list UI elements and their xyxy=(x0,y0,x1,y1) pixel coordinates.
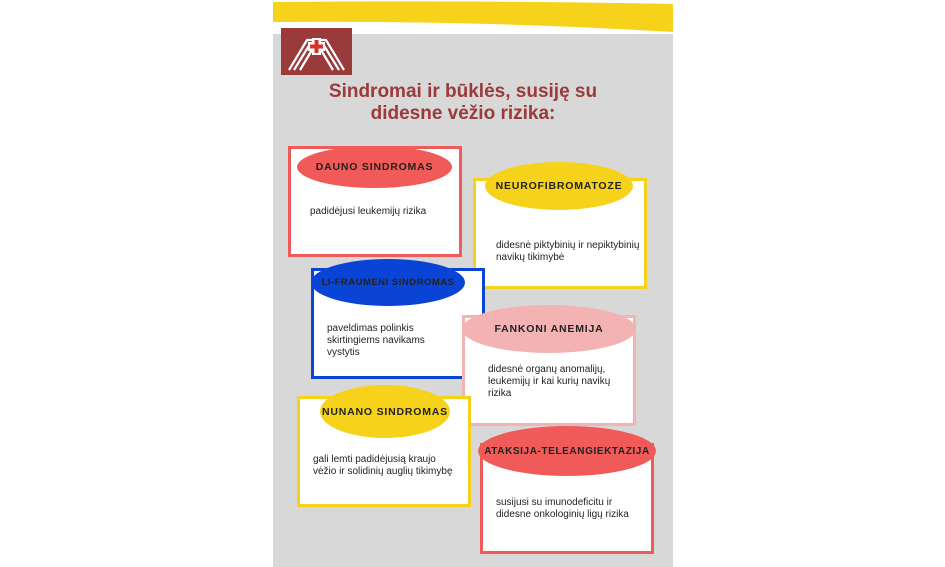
heading-li-fraumeni: LI-FRAUMENI SINDROMAS xyxy=(321,277,455,288)
desc-dauno: padidėjusi leukemijų rizika xyxy=(310,206,427,217)
heading-neurofibromatoze: NEUROFIBROMATOZE xyxy=(495,180,623,192)
desc-nunano: gali lemti padidėjusią kraujo vėžio ir solidinių auglių tikimybę xyxy=(313,454,453,477)
hospital-logo xyxy=(281,28,352,75)
pill-dauno xyxy=(297,146,452,188)
poster xyxy=(273,0,673,567)
pill-fankoni xyxy=(462,305,636,353)
page-title xyxy=(313,81,613,125)
hospital-cross-logo-icon xyxy=(281,28,352,75)
pill-li-fraumeni xyxy=(311,259,465,306)
heading-fankoni: FANKONI ANEMIJA xyxy=(494,323,604,335)
desc-ataksija: susijusi su imunodeficitu ir didesne onkologinių ligų rizika xyxy=(496,497,629,520)
title-line-2: didesne vėžio rizika: xyxy=(370,103,556,124)
heading-nunano: NUNANO SINDROMAS xyxy=(322,405,448,418)
desc-neurofibromatoze: didesnė piktybinių ir nepiktybinių navikų tikimybė xyxy=(496,240,640,263)
pill-ataksija xyxy=(478,426,656,476)
heading-ataksija: ATAKSIJA-TELEANGIEKTAZIJA xyxy=(484,445,650,457)
heading-dauno: DAUNO SINDROMAS xyxy=(315,161,434,173)
desc-fankoni: didesnė organų anomalijų, leukemijų ir kai kurių navikų rizika xyxy=(488,364,611,399)
desc-li-fraumeni: paveldimas polinkis skirtingiems navikams vystytis xyxy=(327,323,425,358)
pill-nunano xyxy=(320,385,450,438)
title-line-1: Sindromai ir būklės, susiję su xyxy=(328,81,598,102)
pill-neurofibromatoze xyxy=(485,162,633,210)
